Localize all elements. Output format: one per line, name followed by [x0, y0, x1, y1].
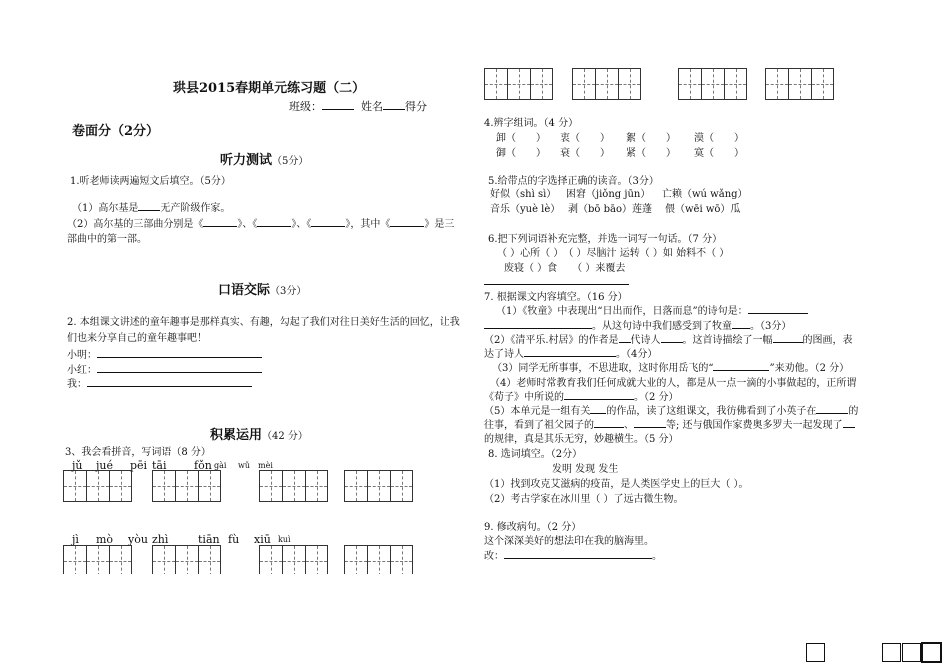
q4-word: 衰（ ） [560, 148, 610, 159]
q6-sentence [484, 275, 629, 288]
oral-q2: 2. 本组课文讲述的童年趣事是那样真实、有趣，勾起了我们对往日美好生活的回忆，让我们也来分享自己的童年趣事吧！ [67, 317, 460, 344]
answer-blank[interactable] [773, 333, 803, 343]
q7-2: （2）《清平乐.村居》的作者是 代诗人 。这首诗描绘了一幅 的图画，表 [484, 335, 853, 346]
q7-5: （5）本单元是一组有关 的作品，读了这组课文，我彷佛看到了小英子在 的 [484, 406, 859, 417]
q7-1: （1）《牧童》中表现出“日出而作，日落而息”的诗句是： [496, 302, 808, 317]
q8-heading: 8. 选词填空。（2分） [488, 449, 583, 460]
q9-fix: 改： 。 [484, 551, 662, 562]
q6-heading: 6.把下列词语补充完整，并选一词写一句话。（7 分） [488, 234, 723, 245]
pinyin: jǔ [72, 459, 83, 472]
char-grid[interactable] [344, 470, 413, 502]
oral-xiaoming: 小明： [67, 346, 262, 361]
oral-xiaohong: 小红： [67, 361, 262, 376]
q7-1-cont: 。从这句诗中我们感受到了牧童 。（3分） [484, 317, 791, 332]
name-label: 姓名 [361, 100, 383, 113]
q7-4-cont: 《荀子》中所说的 。（2 分） [484, 392, 679, 403]
q7-heading: 7. 根据课文内容填空。（16 分） [484, 292, 628, 303]
answer-blank[interactable] [843, 418, 855, 428]
paper-score: 卷面分（2分） [72, 124, 160, 139]
answer-blank[interactable] [713, 361, 769, 371]
q5-item: 偎（wēi wō）瓜 [665, 204, 741, 215]
answer-blank[interactable] [138, 201, 160, 211]
answer-blank[interactable] [590, 404, 606, 414]
q5-heading: 5.给带点的字选择正确的读音。（3分） [488, 176, 659, 187]
char-grid[interactable] [152, 545, 221, 574]
char-grid[interactable] [678, 68, 747, 100]
pinyin: tāi [152, 459, 167, 472]
char-grid[interactable] [765, 68, 834, 100]
char-grid[interactable] [572, 68, 641, 100]
sentence-blank[interactable] [484, 275, 629, 285]
pinyin: jì [72, 533, 79, 546]
char-grid[interactable] [63, 470, 132, 502]
char-grid[interactable] [63, 545, 132, 574]
pinyin: xiū [254, 533, 271, 546]
answer-blank[interactable] [816, 404, 848, 414]
pinyin: gài [214, 461, 227, 470]
answer-blank[interactable] [257, 217, 291, 227]
char-grid[interactable] [259, 470, 328, 502]
answer-blank[interactable] [732, 319, 750, 329]
q4-word: 御（ ） [496, 148, 546, 159]
exam-title: 珙县2015春期单元练习题（二） [173, 81, 366, 96]
q4-word: 卸（ ） [496, 133, 546, 144]
answer-blank[interactable] [390, 217, 424, 227]
class-blank[interactable] [322, 100, 354, 110]
q8-options: 发明 发现 发生 [552, 464, 619, 475]
char-grid[interactable] [152, 470, 221, 502]
q4-word: 漠（ ） [694, 133, 744, 144]
char-grid[interactable] [344, 545, 413, 574]
listening-heading: 听力测试（5分） [220, 153, 309, 168]
q8-1: （1）找到攻克艾滋病的疫苗，是人类医学史上的巨大（ ）。 [484, 479, 749, 490]
pinyin: tiān [198, 533, 220, 546]
pinyin: fù [228, 533, 240, 546]
q4-word: 紧（ ） [626, 148, 676, 159]
listening-q1-1: （1）高尔基是 无产阶级作家。 [72, 203, 231, 214]
answer-blank[interactable] [748, 304, 808, 314]
q7-5-end: 的规律，真是其乐无穷，妙趣横生。（5 分） [484, 434, 679, 445]
q5-item: 剥（bō bāo）莲蓬 [568, 204, 652, 215]
xiaoming-blank[interactable] [97, 348, 262, 358]
score-box[interactable] [921, 642, 942, 663]
xiaohong-blank[interactable] [97, 363, 262, 373]
pinyin: jué [96, 459, 114, 472]
q4-word: 絮（ ） [626, 133, 676, 144]
pinyin: mò [96, 533, 114, 546]
q4-word: 寞（ ） [694, 148, 744, 159]
correction-blank[interactable] [504, 549, 652, 559]
score-box[interactable] [882, 643, 901, 662]
name-blank[interactable] [383, 100, 405, 110]
answer-blank[interactable] [311, 217, 345, 227]
student-info [289, 98, 427, 114]
q8-2: （2）考古学家在冰川里（ ）了远古微生物。 [484, 494, 684, 505]
answer-blank[interactable] [619, 333, 631, 343]
score-label: 得分 [405, 100, 427, 113]
oral-me: 我： [67, 375, 252, 390]
listening-q1-2: （2）高尔基的三部曲分别是《 》、《 》、《 》，其中《 》是三 [67, 219, 455, 230]
q7-2-cont: 达了诗人 。（4分） [484, 349, 658, 360]
answer-blank[interactable] [634, 418, 666, 428]
answer-blank[interactable] [203, 217, 237, 227]
answer-blank[interactable] [661, 333, 683, 343]
q9-heading: 9. 修改病句。（2 分） [484, 522, 582, 533]
oral-heading: 口语交际（3分） [218, 283, 307, 298]
answer-blank[interactable] [594, 418, 624, 428]
char-grid[interactable] [484, 68, 553, 100]
q7-4: （4）老师时常教育我们任何成就大业的人，都是从一点一滴的小事做起的，正所谓 [490, 378, 857, 389]
q5-item: 好似（shì sì） [490, 189, 557, 200]
q4-heading: 4.辨字组词。（4 分） [484, 118, 579, 129]
q7-5-cont: 往事，看到了祖父园子的 、 等; 还与俄国作家费奥多罗夫一起发现了 [484, 416, 855, 431]
q9-sentence: 这个深深美好的想法印在我的脑海里。 [484, 536, 654, 547]
q6-row1: （ ）心所（ ） （ ）尽脑汁 运转（ ）如 始料不（ ） [497, 248, 730, 259]
listening-q1: 1.听老师读两遍短文后填空。（5分） [70, 176, 231, 187]
pinyin: wǔ [238, 461, 250, 470]
pinyin: mèi [258, 461, 273, 470]
pinyin: pēi [130, 459, 148, 472]
q5-item: 音乐（yuè lè） [490, 204, 561, 215]
score-box[interactable] [902, 643, 921, 662]
q7-3: （3）同学无所事事，不思进取，这时你用岳飞的“ ”来劝他。（2 分） [492, 363, 850, 374]
me-blank[interactable] [87, 377, 252, 387]
pinyin: fǒn [194, 459, 212, 472]
answer-blank[interactable] [484, 319, 592, 329]
pinyin: kuì [278, 535, 291, 544]
q5-item: 困窘（jiǒng jūn） [566, 189, 651, 200]
char-grid[interactable] [259, 545, 328, 574]
q4-word: 衷（ ） [560, 133, 610, 144]
answer-blank[interactable] [564, 390, 634, 400]
score-box[interactable] [806, 643, 825, 662]
pinyin: yòu [128, 533, 148, 546]
listening-q1-2-cont: 部曲中的第一部。 [67, 234, 147, 245]
class-label: 班级： [289, 100, 322, 113]
q6-row2: 废寝（ ）食 （ ）来覆去 [504, 263, 626, 274]
q5-item: 亡赖（wú wǎng） [662, 189, 748, 200]
usage-heading: 积累运用（42 分） [210, 428, 308, 443]
usage-q3: 3、我会看拼音，写词语（8 分） [65, 447, 211, 458]
pinyin: zhì [152, 533, 169, 546]
answer-blank[interactable] [524, 347, 616, 357]
